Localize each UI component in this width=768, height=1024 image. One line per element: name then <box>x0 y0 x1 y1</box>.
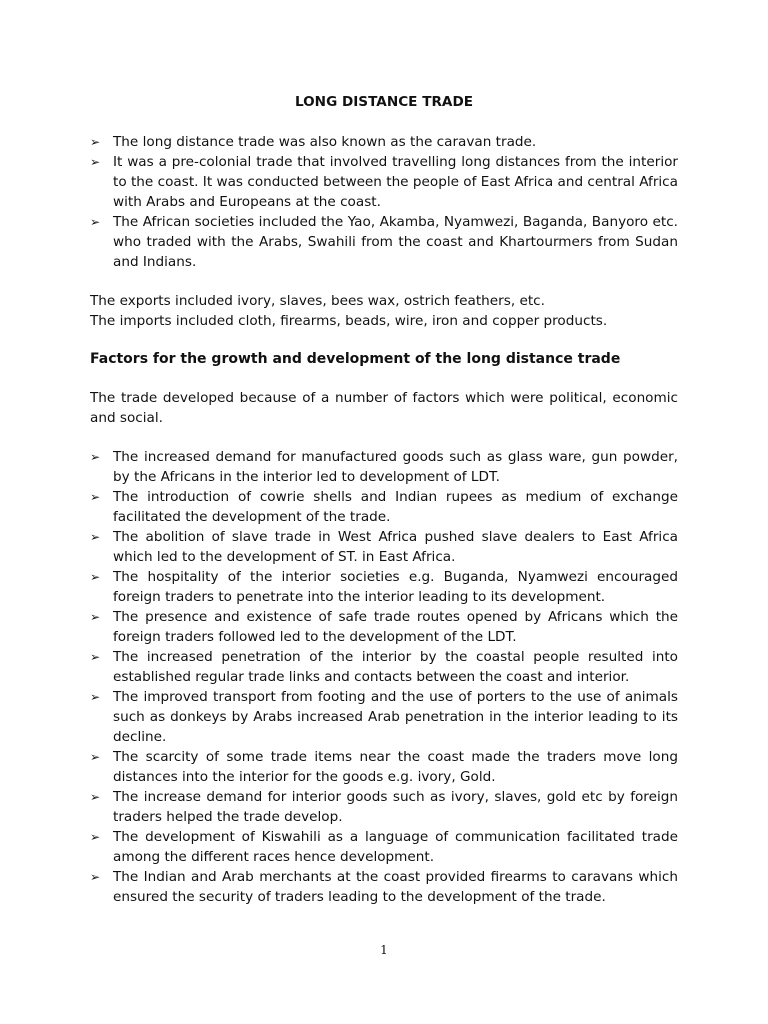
bullet-text: It was a pre-colonial trade that involved travelling long distances from the interior to the coast. It was conducted between the people of East Africa and central Africa with Arabs and Europeans at the coast. <box>113 154 678 210</box>
bullet-text: The improved transport from footing and the use of porters to the use of animals such as donkeys by Arabs increased Arab penetration in the interior leading to its decline. <box>113 689 678 745</box>
arrow-bullet-icon: ➢ <box>90 690 101 704</box>
arrow-bullet-icon: ➢ <box>90 215 101 229</box>
arrow-bullet-icon: ➢ <box>90 570 101 584</box>
arrow-bullet-icon: ➢ <box>90 490 101 504</box>
list-item <box>90 527 678 567</box>
list-item <box>90 607 678 647</box>
arrow-bullet-icon: ➢ <box>90 830 101 844</box>
list-item <box>90 567 678 607</box>
list-item <box>90 132 678 152</box>
list-item <box>90 827 678 867</box>
exports-text: The exports included ivory, slaves, bees wax, ostrich feathers, etc. <box>90 293 545 309</box>
list-item <box>90 487 678 527</box>
arrow-bullet-icon: ➢ <box>90 155 101 169</box>
bullet-text: The hospitality of the interior societies e.g. Buganda, Nyamwezi encouraged foreign traders to penetrate into the interior leading to its development. <box>113 569 678 605</box>
bullet-text: The increased demand for manufactured goods such as glass ware, gun powder, by the Africans in the interior led to development of LDT. <box>113 449 678 485</box>
arrow-bullet-icon: ➢ <box>90 135 101 149</box>
arrow-bullet-icon: ➢ <box>90 790 101 804</box>
bullet-text: The scarcity of some trade items near the coast made the traders move long distances into the interior for the goods e.g. ivory, Gold. <box>113 749 678 785</box>
factor-bullet-list <box>90 447 678 907</box>
arrow-bullet-icon: ➢ <box>90 750 101 764</box>
bullet-text: The increase demand for interior goods such as ivory, slaves, gold etc by foreign traders helped the trade develop. <box>113 789 678 825</box>
arrow-bullet-icon: ➢ <box>90 530 101 544</box>
bullet-text: The presence and existence of safe trade routes opened by Africans which the foreign traders followed led to the development of the LDT. <box>113 609 678 645</box>
arrow-bullet-icon: ➢ <box>90 650 101 664</box>
list-item <box>90 212 678 272</box>
bullet-text: The development of Kiswahili as a language of communication facilitated trade among the different races hence development. <box>113 829 678 865</box>
document-page <box>90 92 678 907</box>
intro-bullet-list <box>90 132 678 272</box>
imports-text: The imports included cloth, firearms, beads, wire, iron and copper products. <box>90 313 608 329</box>
factors-heading: Factors for the growth and development of the long distance trade <box>90 351 621 367</box>
bullet-text: The increased penetration of the interior by the coastal people resulted into established regular trade links and contacts between the coast and interior. <box>113 649 678 685</box>
list-item <box>90 687 678 747</box>
bullet-text: The Indian and Arab merchants at the coast provided firearms to caravans which ensured the security of traders leading to the development of the trade. <box>113 869 678 905</box>
bullet-text: The African societies included the Yao, Akamba, Nyamwezi, Baganda, Banyoro etc. who traded with the Arabs, Swahili from the coast and Khartourmers from Sudan and Indians. <box>113 214 678 270</box>
bullet-text: The long distance trade was also known as the caravan trade. <box>113 134 537 150</box>
list-item <box>90 747 678 787</box>
factors-intro: The trade developed because of a number of factors which were political, economic and social. <box>90 390 678 426</box>
list-item <box>90 647 678 687</box>
page-number: 1 <box>380 943 388 957</box>
arrow-bullet-icon: ➢ <box>90 610 101 624</box>
list-item <box>90 787 678 827</box>
page-title: LONG DISTANCE TRADE <box>294 94 474 110</box>
list-item <box>90 867 678 907</box>
arrow-bullet-icon: ➢ <box>90 870 101 884</box>
arrow-bullet-icon: ➢ <box>90 450 101 464</box>
bullet-text: The introduction of cowrie shells and Indian rupees as medium of exchange facilitated the development of the trade. <box>113 489 678 525</box>
list-item <box>90 152 678 212</box>
list-item <box>90 447 678 487</box>
bullet-text: The abolition of slave trade in West Africa pushed slave dealers to East Africa which led to the development of ST. in East Africa. <box>113 529 678 565</box>
